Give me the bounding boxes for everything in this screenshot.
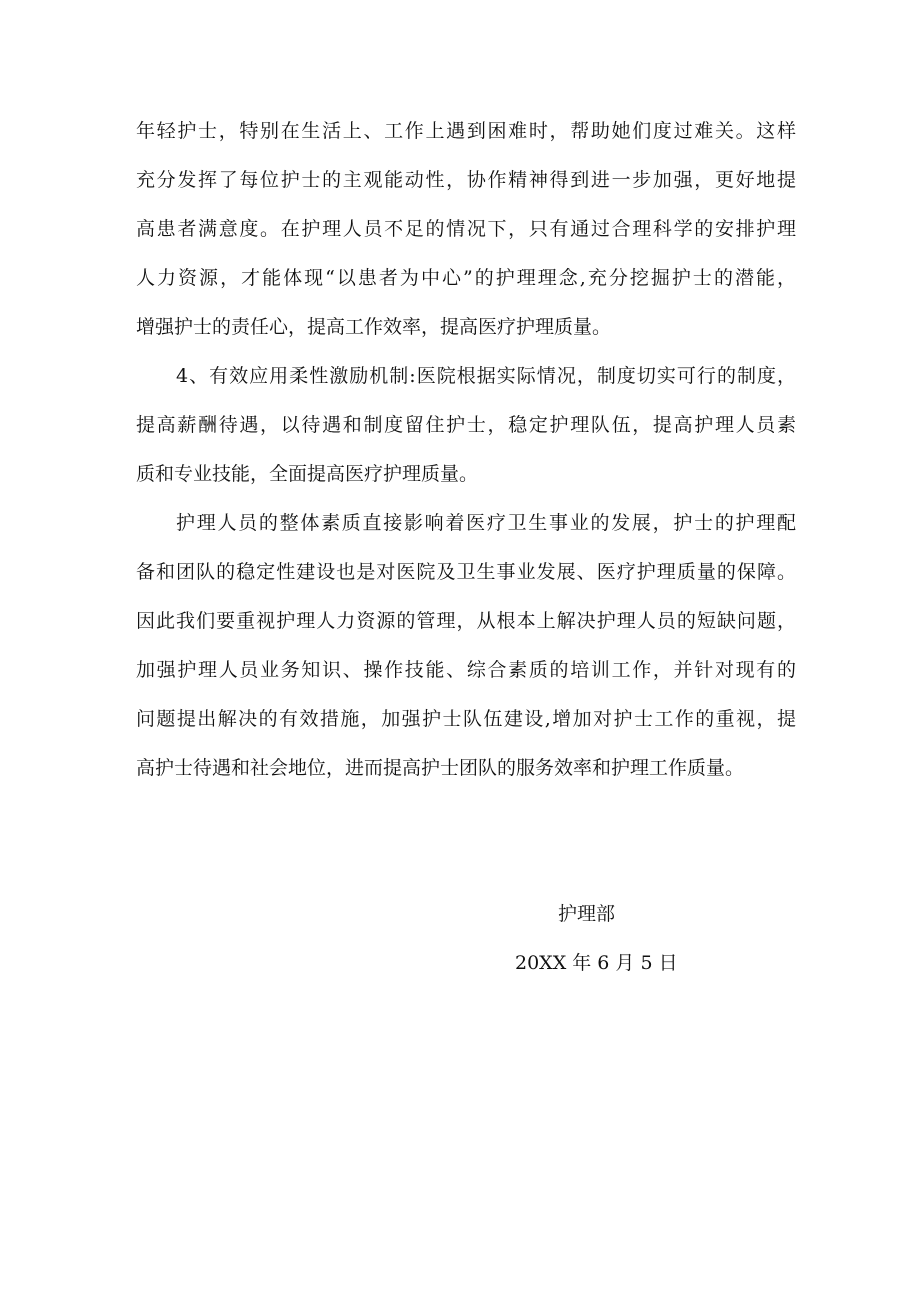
paragraph-line: 质和专业技能，全面提高医疗护理质量。 [136,463,479,485]
paragraph-line: 年轻护士，特别在生活上、工作上遇到困难时，帮助她们度过难关。这样 [136,120,796,142]
paragraph-line: 人力资源，才能体现“以患者为中心”的护理理念,充分挖掘护士的潜能， [136,267,796,289]
paragraph-line: 问题提出解决的有效措施，加强护士队伍建设,增加对护士工作的重视，提 [136,708,796,730]
paragraph-line: 增强护士的责任心，提高工作效率，提高医疗护理质量。 [136,316,612,338]
signature-date: 20XX 年 6 月 5 日 [515,952,678,974]
paragraph-line: 加强护理人员业务知识、操作技能、综合素质的培训工作，并针对现有的 [136,659,796,681]
paragraph-line: 充分发挥了每位护士的主观能动性，协作精神得到进一步加强，更好地提 [136,169,796,191]
paragraph-line: 高患者满意度。在护理人员不足的情况下，只有通过合理科学的安排护理 [136,218,796,240]
paragraph-line: 提高薪酬待遇，以待遇和制度留住护士，稳定护理队伍，提高护理人员素 [136,414,796,436]
paragraph-line: 备和团队的稳定性建设也是对医院及卫生事业发展、医疗护理质量的保障。 [136,561,796,583]
paragraph-line: 护理人员的整体素质直接影响着医疗卫生事业的发展，护士的护理配 [176,512,796,534]
signature-department: 护理部 [558,903,616,925]
paragraph-line: 高护士待遇和社会地位，进而提高护士团队的服务效率和护理工作质量。 [136,757,745,779]
paragraph-line: 因此我们要重视护理人力资源的管理，从根本上解决护理人员的短缺问题， [136,610,796,632]
paragraph-line: 4、有效应用柔性激励机制:医院根据实际情况，制度切实可行的制度， [176,365,796,387]
